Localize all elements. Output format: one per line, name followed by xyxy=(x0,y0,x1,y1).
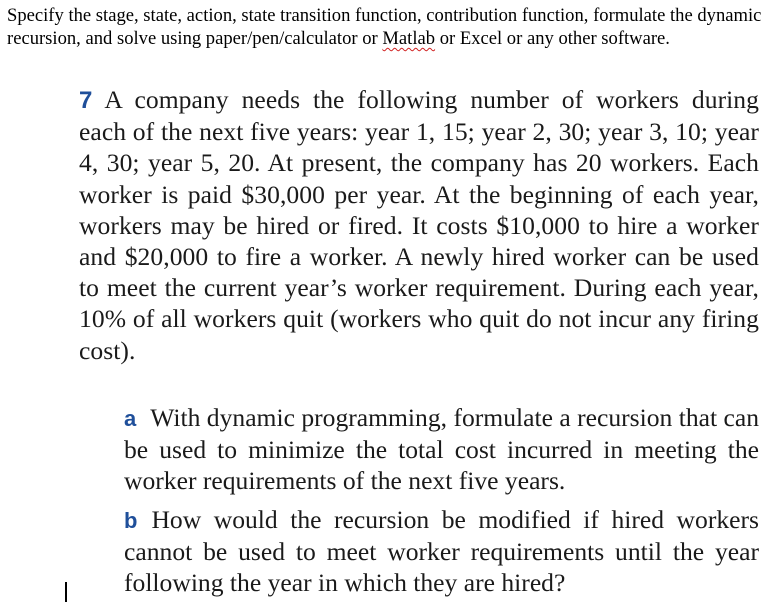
instructions-paragraph xyxy=(7,4,767,50)
spellcheck-flagged-word[interactable]: Matlab xyxy=(382,28,436,49)
problem-text: A company needs the following number of workers during each of the next five years: year 1, 15; year 2, 30; year 3, 10; year 4, 30; year 5, 20. At present, the company has 20 workers. Each worker is paid $30,000 per year. At the beginning of each year, workers may be hired or fired. It costs $10,000 to hire a worker and $20,000 to fire a worker. A newly hired worker can be used to meet the current year’s worker requirement. During each year, 10% of all workers quit (workers who quit do not incur any firing cost). xyxy=(79,85,759,365)
instructions-text-end: or Excel or any other software. xyxy=(435,28,670,49)
problem-parts xyxy=(124,402,759,598)
part-text-b: How would the recursion be modified if hired workers cannot be used to meet worker requirements until the year following the year in which they are hired? xyxy=(124,505,759,597)
instructions-text-start: Specify the stage, state, action, state transition function, contribution function, formulate the dynamic recursion, and solve using paper/pen/calculator or xyxy=(7,5,762,49)
part-label-a: a xyxy=(124,406,137,431)
part-text-a: With dynamic programming, formulate a recursion that can be used to minimize the total cost incurred in meeting the worker requirements of the next five years. xyxy=(124,403,760,495)
problem-number: 7 xyxy=(79,87,93,114)
problem-statement xyxy=(79,84,759,366)
text-cursor xyxy=(65,582,67,602)
part-a xyxy=(124,402,759,496)
part-label-b: b xyxy=(124,508,138,533)
part-b xyxy=(124,504,759,598)
